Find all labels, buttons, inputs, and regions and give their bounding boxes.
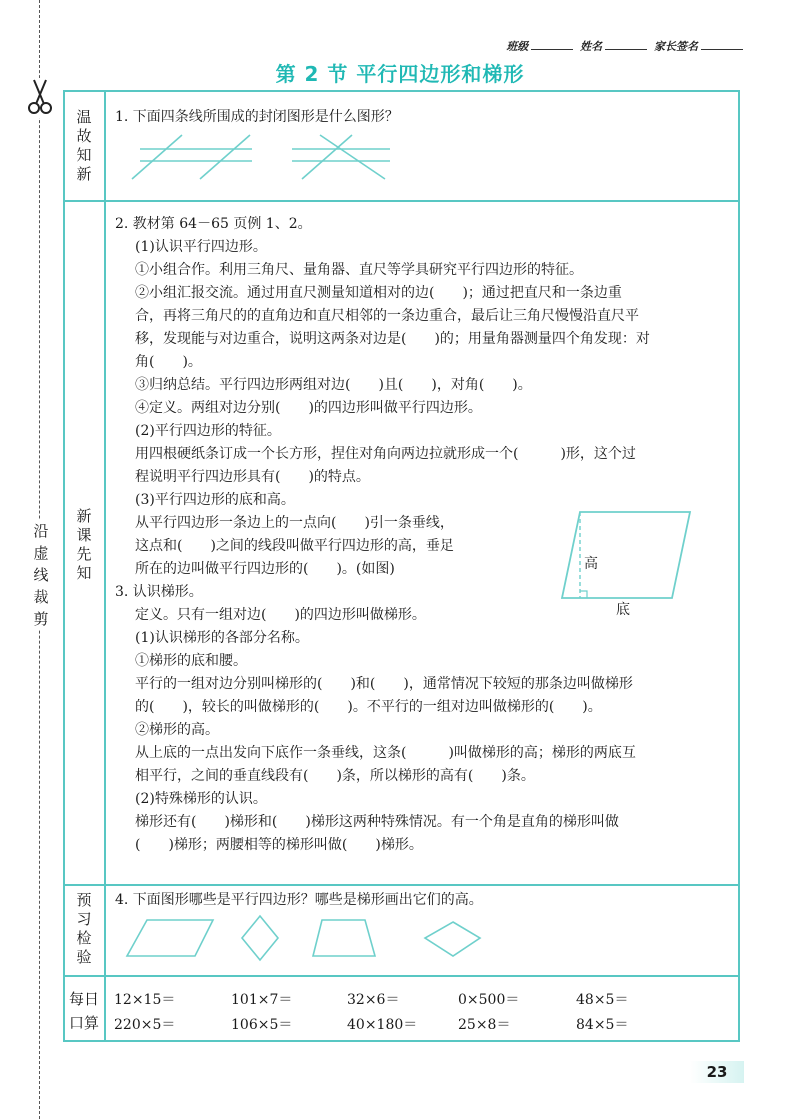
- label-daily-calc: 每日 口算: [68, 990, 99, 1032]
- text-line: 2. 教材第 64－65 页例 1、2。: [115, 216, 312, 232]
- rhombus-shape: [242, 916, 278, 960]
- calc-item: 84×5＝: [576, 1017, 629, 1033]
- text-line: ②小组汇报交流。通过用直尺测量知道相对的边( )；通过把直尺和一条边重: [135, 285, 622, 301]
- row-divider: [63, 884, 740, 886]
- text-line: 相平行，之间的垂直线段有( )条，所以梯形的高有( )条。: [135, 768, 535, 784]
- shapes-figure: [125, 916, 495, 966]
- text-line: 角( )。: [135, 354, 202, 370]
- calc-item: 101×7＝: [231, 992, 293, 1008]
- page-number: 23: [690, 1061, 744, 1083]
- text-line: ①梯形的底和腰。: [135, 653, 247, 669]
- height-label: 高: [584, 556, 598, 572]
- calc-item: 32×6＝: [347, 992, 400, 1008]
- text-line: 平行的一组对边分别叫梯形的( )和( )，通常情况下较短的那条边叫做梯形: [135, 676, 633, 692]
- question-1: 1. 下面四条线所围成的封闭图形是什么图形？: [115, 109, 399, 125]
- text-line: 从平行四边形一条边上的一点向( )引一条垂线，: [135, 515, 454, 531]
- base-label: 底: [616, 602, 630, 618]
- label-new-lesson: 新 课 先 知: [76, 507, 92, 582]
- page-title: 第 2 节 平行四边形和梯形: [275, 62, 525, 86]
- text-line: ②梯形的高。: [135, 722, 219, 738]
- calc-item: 12×15＝: [114, 992, 176, 1008]
- label-check: 预 习 检 验: [76, 891, 92, 966]
- question-4: 4. 下面图形哪些是平行四边形？哪些是梯形画出它们的高。: [115, 892, 483, 908]
- text-line: ③归纳总结。平行四边形两组对边( )且( )，对角( )。: [135, 377, 532, 393]
- text-line: 所在的边叫做平行四边形的( )。(如图): [135, 561, 395, 577]
- text-line: ④定义。两组对边分别( )的四边形叫做平行四边形。: [135, 400, 482, 416]
- signature-fields: 班级 姓名 家长签名: [506, 38, 746, 54]
- row-divider: [63, 975, 740, 977]
- text-line: ( )梯形；两腰相等的梯形叫做( )梯形。: [135, 837, 423, 853]
- calc-item: 40×180＝: [347, 1017, 418, 1033]
- text-line: 梯形还有( )梯形和( )梯形这两种特殊情况。有一个角是直角的梯形叫做: [135, 814, 619, 830]
- text-line: (3)平行四边形的底和高。: [135, 492, 295, 508]
- label-divider: [104, 90, 106, 1042]
- calc-item: 48×5＝: [576, 992, 629, 1008]
- diamond-shape: [425, 922, 480, 956]
- text-line: 3. 认识梯形。: [115, 584, 203, 600]
- text-line: (2)特殊梯形的认识。: [135, 791, 267, 807]
- row-divider: [63, 200, 740, 202]
- cut-instruction: 沿 虚 线 裁 剪: [30, 520, 52, 630]
- parallelogram-shape: [127, 920, 213, 956]
- text-line: (1)认识平行四边形。: [135, 239, 267, 255]
- trapezoid-shape: [313, 920, 375, 956]
- text-line: 程说明平行四边形具有( )的特点。: [135, 469, 370, 485]
- calc-item: 25×8＝: [458, 1017, 511, 1033]
- text-line: 的( )，较长的叫做梯形的( )。不平行的一组对边叫做梯形的( )。: [135, 699, 602, 715]
- text-line: 用四根硬纸条订成一个长方形，捏住对角向两边拉就形成一个( )形，这个过: [135, 446, 636, 462]
- four-lines-figures: [130, 132, 400, 184]
- text-line: 从上底的一点出发向下底作一条垂线，这条( )叫做梯形的高；梯形的两底互: [135, 745, 636, 761]
- text-line: 定义。只有一组对边( )的四边形叫做梯形。: [135, 607, 426, 623]
- label-review: 温 故 知 新: [76, 108, 92, 183]
- text-line: (2)平行四边形的特征。: [135, 423, 281, 439]
- text-line: (1)认识梯形的各部分名称。: [135, 630, 309, 646]
- calc-item: 106×5＝: [231, 1017, 293, 1033]
- text-line: 这点和( )之间的线段叫做平行四边形的高，垂足: [135, 538, 454, 554]
- text-line: ①小组合作。利用三角尺、量角器、直尺等学具研究平行四边形的特征。: [135, 262, 583, 278]
- calc-item: 220×5＝: [114, 1017, 176, 1033]
- text-line: 移，发现能与对边重合，说明这两条对边是( )的；用量角器测量四个角发现：对: [135, 331, 650, 347]
- calc-item: 0×500＝: [458, 992, 520, 1008]
- text-line: 合，再将三角尺的的直角边和直尺相邻的一条边重合，最后让三角尺慢慢沿直尺平: [135, 308, 639, 324]
